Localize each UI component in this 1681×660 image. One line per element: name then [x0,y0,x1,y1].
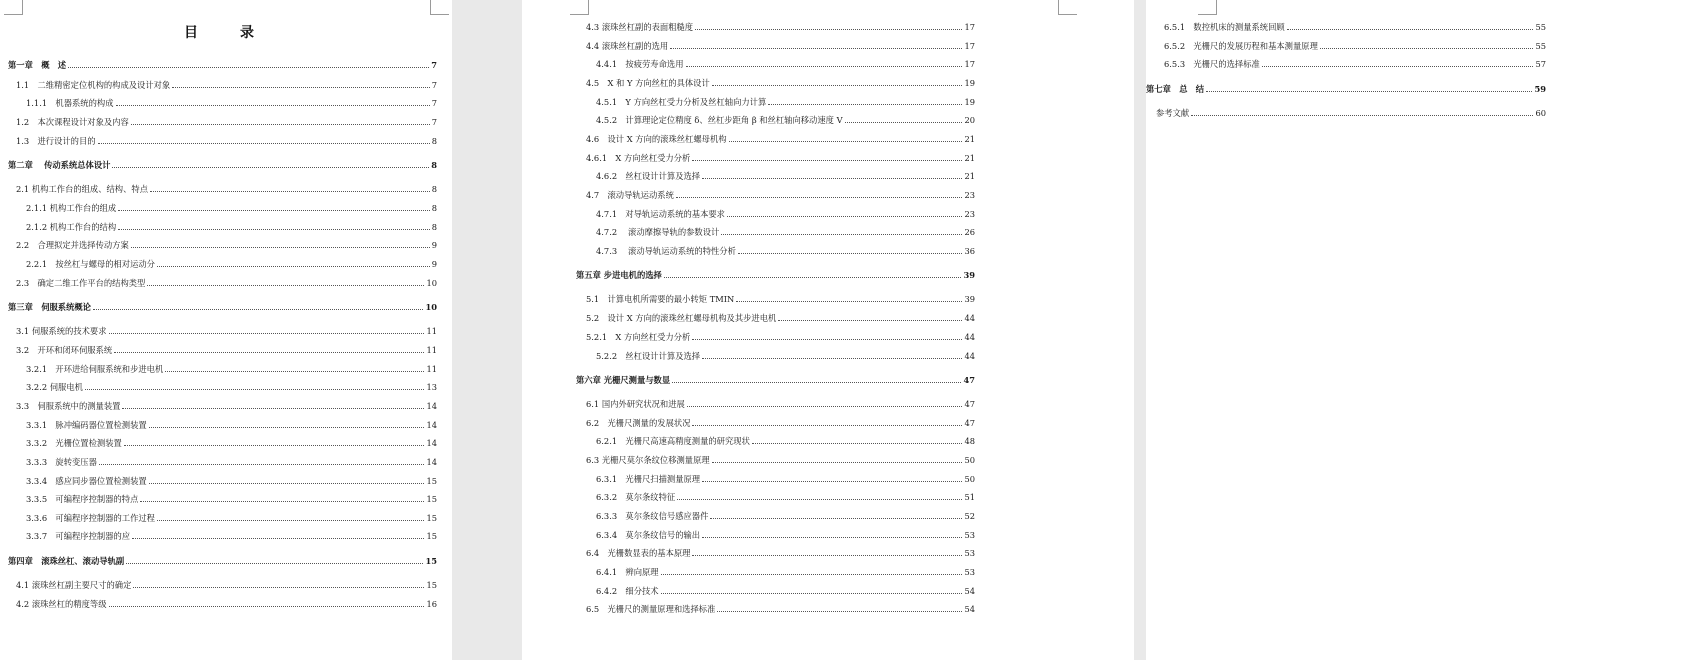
toc-entry-label: 6.5.2 光栅尺的发展历程和基本测量原理 [1164,41,1318,51]
toc-dot-leader [85,388,425,390]
toc-entry[interactable] [16,76,437,90]
toc-entry-label: 4.4 滚珠丝杠副的选用 [586,41,669,51]
toc-entry-label: 6.3.4 莫尔条纹信号的输出 [596,530,701,540]
toc-dot-leader [687,405,963,407]
toc-page-number: 36 [964,246,975,256]
toc-entry-label: 4.3 滚珠丝杠副的表面粗糙度 [586,22,694,32]
toc-page-number: 21 [964,134,975,144]
toc-entry-label: 6.5.1 数控机床的测量系统回顾 [1164,22,1285,32]
toc-entry[interactable] [596,205,975,219]
toc-entry-label: 3.3.4 感应同步器位置检测装置 [26,476,147,486]
toc-page-number: 47 [963,375,975,385]
toc-entry[interactable] [586,130,975,144]
toc-chapter-entry[interactable] [8,298,437,312]
toc-entry[interactable] [26,416,437,430]
toc-page-number: 8 [431,222,437,232]
toc-page-number: 57 [1535,59,1546,69]
toc-entry-label: 5.2.1 X 方向丝杠受力分析 [586,332,691,342]
toc-dot-leader [98,142,430,144]
toc-page-number: 14 [426,401,437,411]
toc-entry[interactable] [596,223,975,237]
toc-entry-label: 4.5.1 Y 方向丝杠受力分析及丝杠轴向力计算 [596,97,767,107]
toc-entry-label: 第六章 光栅尺测量与数显 [576,375,671,385]
toc-entry[interactable] [16,322,437,336]
toc-page-number: 21 [964,153,975,163]
toc-entry-label: 6.4 光栅数显表的基本原理 [586,548,691,558]
toc-entry[interactable] [16,113,437,127]
toc-dot-leader [845,121,963,123]
toc-page-number: 55 [1535,41,1546,51]
toc-entry-label: 6.5.3 光栅尺的选择标准 [1164,59,1260,69]
toc-entry[interactable] [26,218,437,232]
toc-dot-leader [727,215,962,217]
toc-entry-label: 6.3.3 莫尔条纹信号感应器件 [596,511,709,521]
toc-dot-leader [664,276,962,278]
toc-entry-label: 4.7.1 对导轨运动系统的基本要求 [596,209,725,219]
toc-page-number: 44 [964,351,975,361]
toc-entry-label: 第一章 概 述 [8,60,67,70]
toc-page-number: 59 [1534,84,1546,94]
toc-dot-leader [172,86,429,88]
toc-dot-leader [124,444,425,446]
toc-dot-leader [672,381,961,383]
toc-entry[interactable] [586,37,975,51]
toc-dot-leader [147,284,424,286]
toc-page-number: 53 [964,548,975,558]
toc-page-number: 39 [964,294,975,304]
toc-page-number: 51 [964,492,975,502]
toc-dot-leader [1191,114,1533,116]
toc-page-number: 23 [964,209,975,219]
toc-page-number: 7 [431,117,437,127]
page-gap [452,0,522,660]
toc-title: 目 录 [184,25,268,41]
toc-dot-leader [149,426,425,428]
toc-entry-label: 2.1.2 机构工作台的结构 [26,222,117,232]
toc-page-number: 7 [431,60,437,70]
toc-entry[interactable] [596,488,975,502]
toc-page-number: 21 [964,171,975,181]
toc-entry-label: 6.2.1 光栅尺高速高精度测量的研究现状 [596,436,750,446]
document-page-2 [522,0,1134,660]
toc-page-number: 16 [426,599,437,609]
toc-dot-leader [677,498,962,500]
toc-dot-leader [676,196,963,198]
toc-dot-leader [1262,65,1534,67]
toc-dot-leader [692,424,962,426]
toc-page-number: 11 [426,345,437,355]
toc-entry[interactable] [586,186,975,200]
toc-entry-label: 6.4.2 细分技术 [596,586,659,596]
toc-entry-label: 6.3 光栅尺莫尔条纹位移测量原理 [586,455,710,465]
toc-page-number: 17 [964,22,975,32]
toc-entry-label: 3.3.3 旋转变压器 [26,457,97,467]
toc-entry-label: 3.3.1 脉冲编码器位置检测装置 [26,420,147,430]
toc-dot-leader [165,370,424,372]
toc-entry-label: 2.2 合理拟定并选择传动方案 [16,240,129,250]
toc-dot-leader [109,605,425,607]
toc-chapter-entry[interactable] [8,156,437,170]
toc-dot-leader [670,47,962,49]
toc-chapter-entry[interactable] [576,266,975,280]
toc-dot-leader [116,104,430,106]
page-gap [1134,0,1146,660]
toc-page-number: 54 [964,604,975,614]
toc-entry[interactable] [26,94,437,108]
toc-page-number: 9 [431,259,437,269]
toc-entry-label: 第七章 总 结 [1146,84,1205,94]
toc-entry[interactable] [586,600,975,614]
toc-entry[interactable] [16,341,437,355]
toc-entry-label: 5.2.2 丝杠设计计算及选择 [596,351,701,361]
toc-page-number: 8 [431,184,437,194]
toc-dot-leader [692,338,962,340]
toc-page-number: 11 [426,364,437,374]
toc-entry-label: 6.1 国内外研究状况和进展 [586,399,685,409]
toc-entry[interactable] [586,290,975,304]
toc-page-number: 55 [1535,22,1546,32]
toc-dot-leader [126,562,423,564]
toc-entry-label: 1.1 二维精密定位机构的构成及设计对象 [16,80,171,90]
toc-dot-leader [68,66,429,68]
toc-entry[interactable] [596,526,975,540]
toc-page-number: 8 [431,203,437,213]
toc-dot-leader [752,442,963,444]
toc-dot-leader [702,536,962,538]
toc-entry[interactable] [16,595,437,609]
toc-dot-leader [157,265,430,267]
toc-entry-label: 3.3.7 可编程序控制器的应 [26,531,131,541]
toc-page-number: 44 [964,313,975,323]
toc-entry-label: 3.1 伺服系统的技术要求 [16,326,107,336]
toc-dot-leader [131,246,430,248]
toc-entry[interactable] [26,199,437,213]
toc-page-number: 19 [964,78,975,88]
toc-chapter-entry[interactable] [8,56,437,70]
toc-dot-leader [118,209,430,211]
toc-entry-label: 2.3 确定二维工作平台的结构类型 [16,278,146,288]
toc-page-number: 19 [964,97,975,107]
toc-entry-label: 1.1.1 机器系统的构成 [26,98,114,108]
toc-page-number: 50 [964,455,975,465]
toc-page-number: 13 [426,382,437,392]
toc-entry[interactable] [26,527,437,541]
toc-entry[interactable] [26,434,437,448]
page-corner-mark [1198,0,1217,15]
toc-entry[interactable] [596,55,975,69]
toc-dot-leader [738,252,963,254]
toc-entry[interactable] [1156,104,1546,118]
toc-entry-label: 4.4.1 按疲劳寿命选用 [596,59,684,69]
toc-dot-leader [686,65,963,67]
toc-entry[interactable] [26,255,437,269]
toc-entry-label: 3.3.5 可编程序控制器的特点 [26,494,139,504]
toc-entry[interactable] [596,111,975,125]
toc-dot-leader [114,351,424,353]
toc-entry-label: 4.6.1 X 方向丝杠受力分析 [586,153,691,163]
toc-entry[interactable] [596,167,975,181]
toc-page-number: 14 [426,438,437,448]
toc-dot-leader [768,103,962,105]
toc-page-number: 54 [964,586,975,596]
toc-dot-leader [140,500,424,502]
toc-entry-label: 3.2 开环和闭环伺服系统 [16,345,113,355]
toc-dot-leader [729,140,963,142]
toc-page-number: 17 [964,41,975,51]
toc-entry[interactable] [586,309,975,323]
toc-entry-label: 3.2.1 开环进给伺服系统和步进电机 [26,364,164,374]
toc-page-number: 17 [964,59,975,69]
toc-entry[interactable] [596,242,975,256]
toc-entry-label: 4.7 滚动导轨运动系统 [586,190,674,200]
page-corner-mark [1058,0,1077,15]
toc-page-number: 8 [431,160,437,170]
toc-page-number: 15 [426,476,437,486]
toc-dot-leader [695,28,962,30]
toc-entry-label: 6.3.2 莫尔条纹特征 [596,492,676,502]
toc-entry[interactable] [16,132,437,146]
toc-dot-leader [721,233,962,235]
toc-entry-label: 4.5 X 和 Y 方向丝杠的具体设计 [586,78,710,88]
toc-entry-label: 3.3.6 可编程序控制器的工作过程 [26,513,155,523]
toc-entry[interactable] [596,582,975,596]
toc-entry-label: 1.2 本次课程设计对象及内容 [16,117,129,127]
toc-dot-leader [702,177,962,179]
toc-page-number: 7 [431,98,437,108]
toc-dot-leader [93,308,423,310]
document-page-1 [0,0,452,660]
toc-entry-label: 1.3 进行设计的目的 [16,136,96,146]
toc-entry[interactable] [596,470,975,484]
toc-page-number: 48 [964,436,975,446]
toc-chapter-entry[interactable] [8,552,437,566]
toc-entry-label: 3.3.2 光栅位置检测装置 [26,438,122,448]
toc-entry[interactable] [1164,55,1546,69]
toc-dot-leader [133,586,424,588]
toc-entry[interactable] [16,576,437,590]
toc-entry[interactable] [596,347,975,361]
toc-entry-label: 6.3.1 光栅尺扫描测量原理 [596,474,701,484]
toc-entry[interactable] [596,432,975,446]
toc-entry-label: 5.2 设计 X 方向的滚珠丝杠螺母机构及其步进电机 [586,313,777,323]
toc-entry-label: 第三章 伺服系统概论 [8,302,91,312]
toc-dot-leader [99,463,425,465]
toc-entry[interactable] [16,236,437,250]
toc-page-number: 44 [964,332,975,342]
toc-page-number: 15 [426,494,437,504]
toc-entry-label: 6.2 光栅尺测量的发展状况 [586,418,691,428]
toc-page-number: 10 [426,278,437,288]
toc-dot-leader [661,592,963,594]
toc-page-number: 15 [426,531,437,541]
toc-dot-leader [118,228,430,230]
toc-entry[interactable] [1164,37,1546,51]
toc-entry[interactable] [596,507,975,521]
toc-dot-leader [112,166,429,168]
toc-entry-label: 2.1 机构工作台的组成、结构、特点 [16,184,148,194]
toc-dot-leader [131,123,430,125]
toc-entry[interactable] [586,544,975,558]
toc-dot-leader [661,573,963,575]
toc-page-number: 15 [425,556,437,566]
toc-entry-label: 参考文献 [1156,108,1190,118]
toc-dot-leader [132,537,424,539]
toc-page-number: 47 [964,399,975,409]
toc-entry-label: 第四章 滚珠丝杠、滚动导轨副 [8,556,125,566]
toc-entry[interactable] [26,509,437,523]
toc-entry-label: 4.2 滚珠丝杠的精度等级 [16,599,107,609]
toc-dot-leader [157,519,424,521]
toc-page-number: 60 [1535,108,1546,118]
page-corner-mark [430,0,449,15]
toc-page-number: 53 [964,530,975,540]
document-page-3 [1146,0,1681,660]
toc-page-number: 20 [964,115,975,125]
toc-page-number: 52 [964,511,975,521]
toc-entry-label: 4.7.3 滚动导轨运动系统的特性分析 [596,246,736,256]
toc-page-number: 14 [426,420,437,430]
toc-entry[interactable] [16,180,437,194]
toc-entry-label: 6.5 光栅尺的测量原理和选择标准 [586,604,716,614]
toc-entry[interactable] [16,397,437,411]
toc-entry-label: 4.7.2 滚动摩擦导轨的参数设计 [596,227,720,237]
toc-page-number: 7 [431,80,437,90]
toc-page-number: 10 [425,302,437,312]
toc-entry-label: 4.6.2 丝杠设计计算及选择 [596,171,701,181]
toc-dot-leader [109,332,425,334]
toc-entry[interactable] [26,360,437,374]
toc-page-number: 26 [964,227,975,237]
toc-dot-leader [712,84,963,86]
toc-page-number: 53 [964,567,975,577]
toc-entry-label: 5.1 计算电机所需要的最小转矩 TMIN [586,294,735,304]
toc-entry-label: 第二章 传动系统总体设计 [8,160,111,170]
toc-chapter-entry[interactable] [576,371,975,385]
toc-entry-label: 3.2.2 伺服电机 [26,382,83,392]
toc-entry[interactable] [586,414,975,428]
toc-entry[interactable] [586,18,975,32]
toc-entry[interactable] [16,274,437,288]
toc-entry-label: 4.1 滚珠丝杠副主要尺寸的确定 [16,580,132,590]
toc-entry[interactable] [26,472,437,486]
page-corner-mark [570,0,589,15]
toc-page-number: 11 [426,326,437,336]
toc-page-number: 50 [964,474,975,484]
toc-entry[interactable] [586,451,975,465]
toc-page-number: 15 [426,513,437,523]
toc-entry[interactable] [586,328,975,342]
toc-chapter-entry[interactable] [1146,80,1546,94]
toc-dot-leader [1320,47,1534,49]
toc-dot-leader [702,357,962,359]
toc-entry[interactable] [1164,18,1546,32]
toc-entry-label: 2.2.1 按丝杠与螺母的相对运动分 [26,259,155,269]
toc-page-number: 14 [426,457,437,467]
toc-dot-leader [717,610,962,612]
toc-page-number: 47 [964,418,975,428]
toc-entry-label: 第五章 步进电机的选择 [576,270,662,280]
toc-entry-label: 3.3 伺服系统中的测量装置 [16,401,121,411]
toc-page-number: 9 [431,240,437,250]
toc-entry-label: 4.5.2 计算理论定位精度 δ、丝杠步距角 β 和丝杠轴向移动速度 V [596,115,843,125]
toc-entry[interactable] [26,490,437,504]
toc-page-number: 39 [963,270,975,280]
toc-entry-label: 2.1.1 机构工作台的组成 [26,203,117,213]
toc-dot-leader [736,300,962,302]
toc-dot-leader [149,482,425,484]
toc-entry[interactable] [586,149,975,163]
toc-dot-leader [692,554,962,556]
toc-entry[interactable] [26,378,437,392]
toc-page-number: 8 [431,136,437,146]
toc-entry[interactable] [586,395,975,409]
toc-dot-leader [1206,90,1532,92]
toc-entry-label: 6.4.1 辨向原理 [596,567,659,577]
toc-entry[interactable] [596,563,975,577]
toc-dot-leader [778,319,962,321]
toc-dot-leader [1287,28,1534,30]
toc-dot-leader [712,461,963,463]
toc-entry[interactable] [26,453,437,467]
toc-page-number: 23 [964,190,975,200]
toc-entry[interactable] [586,74,975,88]
toc-dot-leader [150,190,430,192]
toc-page-number: 15 [426,580,437,590]
toc-dot-leader [710,517,962,519]
toc-entry-label: 4.6 设计 X 方向的滚珠丝杠螺母机构 [586,134,727,144]
toc-entry[interactable] [596,93,975,107]
page-corner-mark [4,0,23,15]
toc-dot-leader [122,407,424,409]
toc-dot-leader [692,159,962,161]
toc-dot-leader [702,480,962,482]
